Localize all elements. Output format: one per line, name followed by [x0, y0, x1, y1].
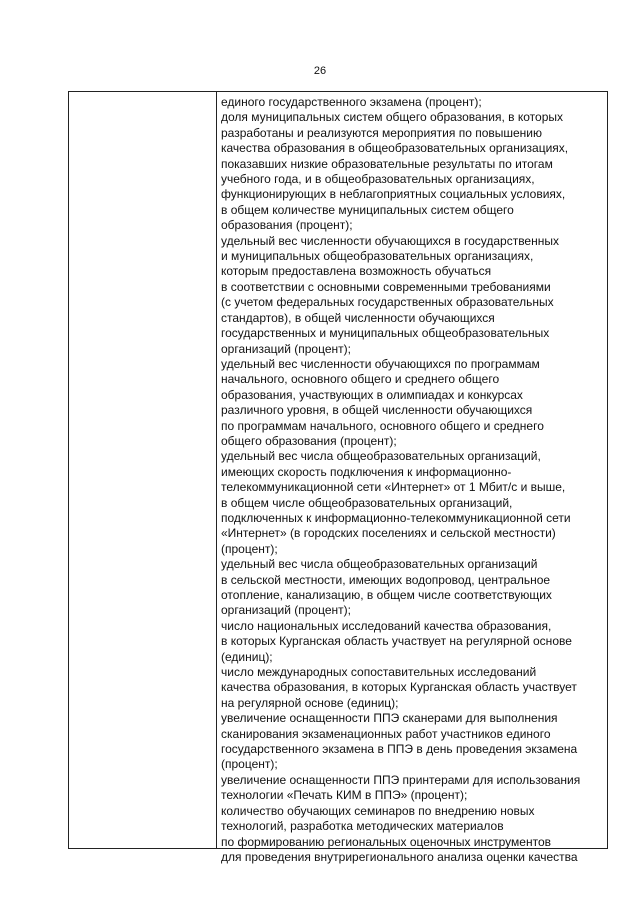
- text-line: качества образования, в которых Курганская область участвует: [221, 680, 577, 695]
- text-line: телекоммуникационной сети «Интернет» от 1 Мбит/с и выше,: [221, 480, 566, 495]
- text-line: (процент);: [221, 541, 278, 556]
- text-line: в общем числе общеобразовательных организаций,: [221, 495, 513, 510]
- text-line: и муниципальных общеобразовательных организациях,: [221, 249, 534, 264]
- text-line: (процент);: [221, 757, 278, 772]
- indicators-table: [68, 91, 608, 864]
- text-line: разработаны и реализуются мероприятия по повышению: [221, 125, 543, 140]
- text-line: в которых Курганская область участвует на регулярной основе: [221, 634, 572, 649]
- text-line: удельный вес числа общеобразовательных организаций,: [221, 449, 541, 464]
- text-line: качества образования в общеобразовательных организациях,: [221, 141, 569, 156]
- text-line: удельный вес численности обучающихся по программам: [221, 356, 540, 371]
- text-line: удельный вес числа общеобразовательных организаций: [221, 557, 538, 572]
- text-line: по программам начального, основного общего и среднего: [221, 418, 544, 433]
- text-line: отопление, канализацию, в общем числе соответствующих: [221, 588, 552, 602]
- text-line: технологии «Печать КИМ в ППЭ» (процент);: [221, 788, 468, 803]
- text-line: общего образования (процент);: [221, 433, 397, 448]
- text-line: число национальных исследований качества образования,: [221, 618, 552, 633]
- text-line: количество обучающих семинаров по внедрению новых: [221, 803, 535, 818]
- text-line: государственного экзамена в ППЭ в день проведения экзамена: [221, 742, 578, 757]
- text-line: по формированию региональных оценочных инструментов: [221, 834, 551, 849]
- text-line: для проведения внутрирегионального анализа оценки качества: [221, 849, 578, 864]
- text-line: организаций (процент);: [221, 341, 351, 356]
- text-line: доля муниципальных систем общего образования, в которых: [221, 110, 563, 125]
- text-line: увеличение оснащенности ППЭ сканерами для выполнения: [221, 711, 558, 726]
- text-line: сканирования экзаменационных работ участников единого: [221, 726, 551, 741]
- text-line: технологий, разработка методических материалов: [221, 819, 504, 834]
- table-right-cell: [217, 92, 607, 864]
- text-line: единого государственного экзамена (процент);: [221, 95, 482, 109]
- text-line: увеличение оснащенности ППЭ принтерами для использования: [221, 772, 581, 787]
- text-line: образования (процент);: [221, 218, 353, 233]
- text-line: организаций (процент);: [221, 603, 351, 618]
- text-line: показавших низкие образовательные результаты по итогам: [221, 156, 553, 171]
- table-left-cell: [69, 92, 217, 848]
- text-line: которым предоставлена возможность обучаться: [221, 264, 492, 279]
- text-line: (с учетом федеральных государственных образовательных: [221, 295, 554, 310]
- text-line: на регулярной основе (единиц);: [221, 695, 399, 710]
- text-line: стандартов), в общей численности обучающихся: [221, 310, 495, 325]
- text-line: начального, основного общего и среднего общего: [221, 372, 500, 387]
- text-line: различного уровня, в общей численности обучающихся: [221, 403, 533, 418]
- text-line: в общем количестве муниципальных систем общего: [221, 202, 514, 217]
- text-line: подключенных к информационно-телекоммуникационной сети: [221, 510, 571, 525]
- text-line: имеющих скорость подключения к информационно-: [221, 464, 512, 479]
- page-number: 26: [313, 65, 327, 77]
- text-line: учебного года, и в общеобразовательных организациях,: [221, 172, 535, 187]
- text-line: в соответствии с основными современными требованиями: [221, 279, 551, 294]
- text-line: число международных сопоставительных исследований: [221, 665, 537, 680]
- text-line: «Интернет» (в городских поселениях и сельской местности): [221, 526, 556, 541]
- text-line: функционирующих в неблагоприятных социальных условиях,: [221, 187, 566, 202]
- text-line: в сельской местности, имеющих водопровод, центральное: [221, 572, 551, 587]
- text-line: государственных и муниципальных общеобразовательных: [221, 326, 550, 341]
- text-line: (единиц);: [221, 649, 273, 664]
- text-line: удельный вес численности обучающихся в государственных: [221, 233, 559, 248]
- text-line: образования, участвующих в олимпиадах и конкурсах: [221, 387, 523, 402]
